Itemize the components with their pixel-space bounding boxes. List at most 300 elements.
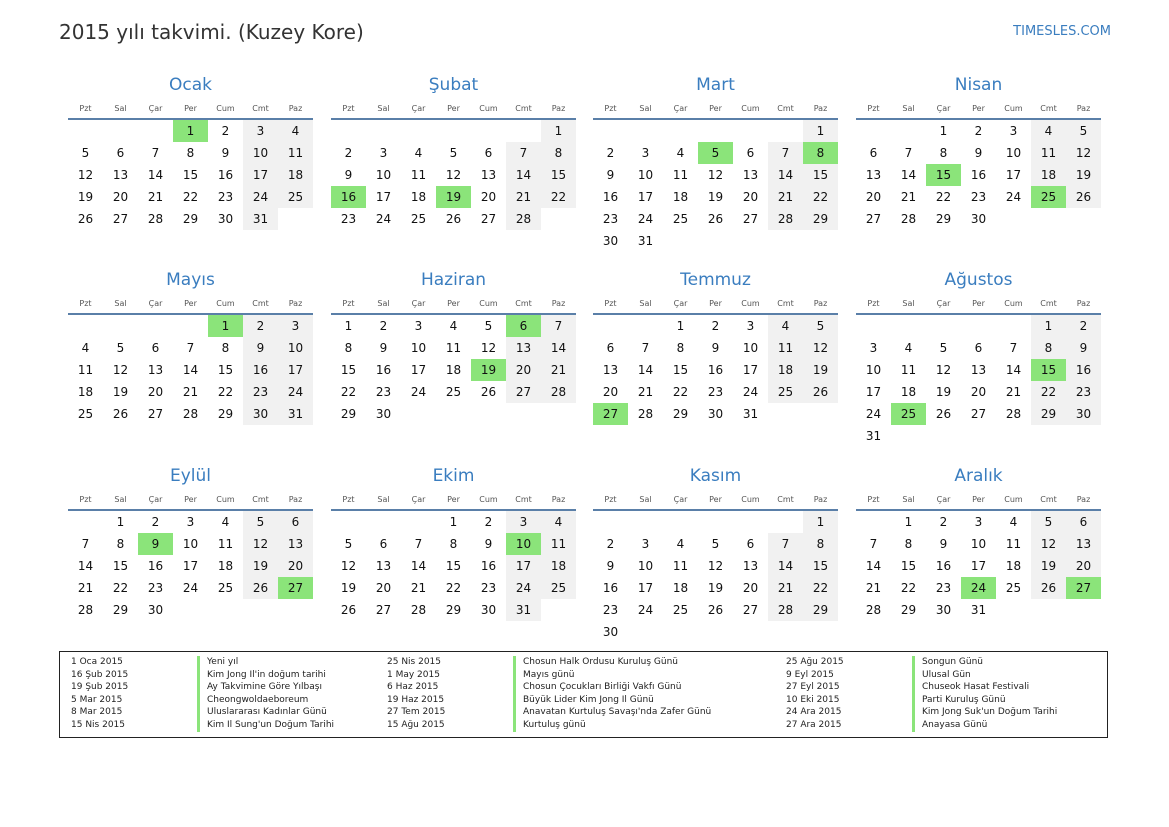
week-row (856, 599, 1101, 621)
weekday-label: Çar (936, 103, 951, 113)
empty-cell (471, 120, 506, 142)
day-cell: 15 (112, 559, 129, 573)
day-cell: 13 (1066, 533, 1101, 555)
day-cell: 21 (900, 190, 917, 204)
week-row (68, 359, 313, 381)
weekday-label: Sal (114, 103, 127, 113)
day-cell: 5 (243, 511, 278, 533)
week-row (331, 359, 576, 381)
day-cell: 14 (637, 363, 654, 377)
day-cell: 7 (414, 537, 423, 551)
day-cell: 27 (506, 381, 541, 403)
day-cell: 28 (900, 212, 917, 226)
day-cell: 16 (147, 559, 164, 573)
weekday-label: Cmt (777, 103, 794, 113)
day-cell: 14 (77, 559, 94, 573)
empty-cell (733, 230, 768, 252)
weekday-header (593, 489, 838, 511)
month-name: Eylül (169, 466, 212, 486)
day-cell: 11 (77, 363, 94, 377)
day-cell: 20 (742, 581, 759, 595)
weekday-header (331, 98, 576, 120)
holiday-date: 1 May 2015 (387, 669, 440, 680)
empty-cell (698, 511, 733, 533)
day-cell: 12 (1066, 142, 1101, 164)
weekday-label: Sal (377, 103, 390, 113)
day-cell: 6 (116, 146, 125, 160)
holiday-legend (59, 651, 1108, 738)
day-cell: 21 (541, 359, 576, 381)
holiday-date: 15 Ağu 2015 (387, 719, 445, 730)
weekday-label: Cmt (515, 103, 532, 113)
day-cell: 10 (865, 363, 882, 377)
day-cell: 23 (602, 603, 619, 617)
day-cell: 26 (77, 212, 94, 226)
day-cell: 12 (935, 363, 952, 377)
week-row (593, 555, 838, 577)
week-row (856, 533, 1101, 555)
weekday-label: Paz (551, 103, 566, 113)
day-cell: 24 (243, 186, 278, 208)
month-calendar (68, 74, 313, 230)
day-cell: 18 (278, 164, 313, 186)
day-cell: 1 (939, 124, 948, 138)
empty-cell (331, 511, 366, 533)
empty-cell (803, 230, 838, 252)
day-cell: 2 (344, 146, 353, 160)
day-cell: 3 (641, 146, 650, 160)
day-cell: 3 (379, 146, 388, 160)
day-cell: 17 (278, 359, 313, 381)
holiday-day-cell: 27 (1066, 577, 1101, 599)
day-cell: 9 (711, 341, 720, 355)
day-cell: 6 (974, 341, 983, 355)
empty-cell (891, 425, 926, 447)
weekday-label: Cmt (515, 298, 532, 308)
day-cell: 29 (803, 599, 838, 621)
empty-cell (1031, 425, 1066, 447)
weekday-label: Paz (551, 494, 566, 504)
empty-cell (278, 599, 313, 621)
day-cell: 30 (480, 603, 497, 617)
empty-cell (856, 315, 891, 337)
weekday-label: Cum (479, 103, 498, 113)
day-cell: 31 (742, 407, 759, 421)
day-cell: 7 (869, 537, 878, 551)
holiday-date: 16 Şub 2015 (71, 669, 129, 680)
day-cell: 11 (1005, 537, 1022, 551)
day-cell: 8 (904, 537, 913, 551)
month-name: Ocak (169, 75, 212, 95)
day-cell: 26 (1031, 577, 1066, 599)
day-cell: 6 (606, 341, 615, 355)
day-cell: 3 (243, 120, 278, 142)
empty-cell (768, 511, 803, 533)
weekday-label: Pzt (867, 494, 880, 504)
day-cell: 19 (77, 190, 94, 204)
week-row (68, 577, 313, 599)
empty-cell (471, 403, 506, 425)
weekday-label: Pzt (867, 103, 880, 113)
holiday-day-cell: 16 (331, 186, 366, 208)
day-cell: 3 (869, 341, 878, 355)
day-cell: 2 (939, 515, 948, 529)
day-cell: 23 (970, 190, 987, 204)
weekday-label: Pzt (79, 103, 92, 113)
day-cell: 27 (742, 212, 759, 226)
week-row (856, 425, 1101, 447)
day-cell: 22 (541, 186, 576, 208)
day-cell: 4 (676, 146, 685, 160)
day-cell: 9 (484, 537, 493, 551)
empty-cell (68, 511, 103, 533)
day-cell: 15 (803, 164, 838, 186)
day-cell: 5 (81, 146, 90, 160)
day-cell: 20 (865, 190, 882, 204)
week-row (331, 142, 576, 164)
holiday-day-cell: 19 (471, 359, 506, 381)
day-cell: 1 (676, 319, 685, 333)
week-row (593, 186, 838, 208)
weekday-label: Çar (148, 494, 163, 504)
day-cell: 6 (869, 146, 878, 160)
empty-cell (208, 599, 243, 621)
day-cell: 26 (445, 212, 462, 226)
day-cell: 7 (151, 146, 160, 160)
empty-cell (401, 403, 436, 425)
day-cell: 2 (484, 515, 493, 529)
day-cell: 15 (900, 559, 917, 573)
day-cell: 30 (602, 625, 619, 639)
day-cell: 9 (379, 341, 388, 355)
day-cell: 9 (344, 168, 353, 182)
empty-cell (401, 120, 436, 142)
day-cell: 19 (340, 581, 357, 595)
holiday-date: 10 Eki 2015 (786, 694, 840, 705)
weekday-label: Sal (377, 494, 390, 504)
weekday-label: Sal (639, 298, 652, 308)
holiday-date: 8 Mar 2015 (71, 707, 123, 718)
week-row (331, 164, 576, 186)
empty-cell (68, 120, 103, 142)
weekday-label: Sal (639, 494, 652, 504)
month-name: Haziran (420, 270, 487, 290)
day-cell: 10 (1005, 146, 1022, 160)
week-row (856, 208, 1101, 230)
day-cell: 25 (672, 603, 689, 617)
weekday-label: Cmt (252, 298, 269, 308)
day-cell: 22 (935, 190, 952, 204)
day-cell: 12 (112, 363, 129, 377)
day-cell: 22 (217, 385, 234, 399)
day-cell: 19 (707, 190, 724, 204)
week-row (68, 337, 313, 359)
empty-cell (436, 120, 471, 142)
weekday-label: Çar (936, 298, 951, 308)
day-cell: 21 (77, 581, 94, 595)
day-cell: 9 (606, 168, 615, 182)
weekday-label: Per (709, 298, 722, 308)
empty-cell (996, 315, 1031, 337)
day-cell: 19 (707, 581, 724, 595)
day-cell: 3 (278, 315, 313, 337)
day-cell: 16 (375, 363, 392, 377)
day-cell: 5 (449, 146, 458, 160)
holiday-day-cell: 15 (926, 164, 961, 186)
weekday-label: Cum (216, 103, 235, 113)
weekday-label: Pzt (79, 494, 92, 504)
empty-cell (103, 315, 138, 337)
day-cell: 4 (676, 537, 685, 551)
day-cell: 19 (803, 359, 838, 381)
month-name: Mart (696, 75, 735, 95)
empty-cell (961, 425, 996, 447)
empty-cell (628, 315, 663, 337)
day-cell: 21 (410, 581, 427, 595)
holiday-day-cell: 8 (803, 142, 838, 164)
weekday-label: Pzt (604, 103, 617, 113)
holiday-date: 27 Tem 2015 (387, 707, 446, 718)
day-cell: 11 (900, 363, 917, 377)
day-cell: 18 (672, 581, 689, 595)
day-cell: 10 (182, 537, 199, 551)
day-cell: 29 (803, 208, 838, 230)
month-name: Ekim (432, 466, 475, 486)
day-cell: 3 (506, 511, 541, 533)
day-cell: 31 (970, 603, 987, 617)
day-cell: 2 (606, 537, 615, 551)
weekday-label: Cmt (777, 298, 794, 308)
empty-cell (663, 621, 698, 643)
weekday-label: Çar (148, 298, 163, 308)
day-cell: 25 (768, 381, 803, 403)
week-row (331, 120, 576, 142)
day-cell: 16 (935, 559, 952, 573)
week-row (856, 164, 1101, 186)
weekday-label: Sal (114, 298, 127, 308)
day-cell: 30 (375, 407, 392, 421)
empty-cell (768, 621, 803, 643)
day-cell: 11 (1031, 142, 1066, 164)
day-cell: 12 (1031, 533, 1066, 555)
day-cell: 17 (375, 190, 392, 204)
day-cell: 5 (1066, 120, 1101, 142)
day-cell: 22 (112, 581, 129, 595)
week-row (593, 511, 838, 533)
empty-cell (541, 599, 576, 621)
weekday-header (68, 293, 313, 315)
week-row (331, 511, 576, 533)
holiday-date: 19 Haz 2015 (387, 694, 445, 705)
weekday-label: Çar (148, 103, 163, 113)
day-cell: 14 (541, 337, 576, 359)
day-cell: 21 (865, 581, 882, 595)
day-cell: 25 (410, 212, 427, 226)
day-cell: 26 (803, 381, 838, 403)
empty-cell (1066, 425, 1101, 447)
holiday-name: Songun Günü (912, 656, 983, 669)
day-cell: 18 (900, 385, 917, 399)
day-cell: 17 (865, 385, 882, 399)
day-cell: 23 (480, 581, 497, 595)
weekday-label: Cum (1004, 298, 1023, 308)
day-cell: 2 (151, 515, 160, 529)
day-cell: 22 (900, 581, 917, 595)
day-cell: 27 (480, 212, 497, 226)
week-row (68, 533, 313, 555)
day-cell: 13 (742, 168, 759, 182)
month-calendar (331, 269, 576, 425)
weekday-label: Çar (673, 298, 688, 308)
day-cell: 5 (116, 341, 125, 355)
day-cell: 18 (410, 190, 427, 204)
weekday-header (856, 293, 1101, 315)
holiday-name: Mayıs günü (513, 669, 574, 682)
day-cell: 14 (900, 168, 917, 182)
day-cell: 13 (742, 559, 759, 573)
day-cell: 29 (900, 603, 917, 617)
day-cell: 7 (186, 341, 195, 355)
day-cell: 5 (711, 537, 720, 551)
empty-cell (278, 208, 313, 230)
day-cell: 27 (865, 212, 882, 226)
weekday-header (593, 293, 838, 315)
weekday-header (331, 489, 576, 511)
day-cell: 24 (375, 212, 392, 226)
weekday-label: Pzt (79, 298, 92, 308)
day-cell: 9 (939, 537, 948, 551)
month-calendar (331, 465, 576, 621)
day-cell: 19 (112, 385, 129, 399)
week-row (331, 577, 576, 599)
day-cell: 12 (77, 168, 94, 182)
week-row (331, 337, 576, 359)
weekday-label: Pzt (342, 494, 355, 504)
day-cell: 24 (1005, 190, 1022, 204)
month-calendar (331, 74, 576, 230)
weekday-label: Cmt (777, 494, 794, 504)
day-cell: 1 (803, 120, 838, 142)
weekday-label: Cum (216, 298, 235, 308)
holiday-date: 19 Şub 2015 (71, 682, 129, 693)
day-cell: 2 (221, 124, 230, 138)
day-cell: 3 (641, 537, 650, 551)
day-cell: 16 (243, 359, 278, 381)
day-cell: 20 (375, 581, 392, 595)
day-cell: 8 (116, 537, 125, 551)
week-row (68, 381, 313, 403)
day-cell: 24 (742, 385, 759, 399)
week-row (856, 186, 1101, 208)
day-cell: 4 (414, 146, 423, 160)
brand-link[interactable]: TIMESLES.COM (1013, 24, 1111, 39)
weekday-header (68, 489, 313, 511)
holiday-date: 9 Eyl 2015 (786, 669, 834, 680)
day-cell: 29 (112, 603, 129, 617)
empty-cell (733, 511, 768, 533)
weekday-label: Per (972, 298, 985, 308)
day-cell: 28 (182, 407, 199, 421)
week-row (68, 164, 313, 186)
month-name: Mayıs (166, 270, 215, 290)
day-cell: 4 (221, 515, 230, 529)
day-cell: 14 (147, 168, 164, 182)
weekday-label: Paz (813, 298, 828, 308)
month-calendar (68, 465, 313, 621)
empty-cell (331, 120, 366, 142)
holiday-date: 6 Haz 2015 (387, 682, 439, 693)
day-cell: 21 (768, 577, 803, 599)
holiday-name: Chosun Halk Ordusu Kuruluş Günü (513, 656, 678, 669)
weekday-label: Per (972, 494, 985, 504)
holiday-date: 25 Nis 2015 (387, 657, 441, 667)
weekday-label: Pzt (342, 103, 355, 113)
day-cell: 15 (672, 363, 689, 377)
day-cell: 22 (1031, 381, 1066, 403)
weekday-label: Sal (902, 494, 915, 504)
holiday-name: Kim Il Sung'un Doğum Tarihi (197, 719, 334, 732)
day-cell: 17 (1005, 168, 1022, 182)
day-cell: 8 (1031, 337, 1066, 359)
day-cell: 3 (186, 515, 195, 529)
weekday-label: Sal (639, 103, 652, 113)
day-cell: 29 (340, 407, 357, 421)
week-row (593, 381, 838, 403)
day-cell: 17 (410, 363, 427, 377)
week-row (331, 381, 576, 403)
day-cell: 13 (375, 559, 392, 573)
week-row (593, 208, 838, 230)
day-cell: 13 (970, 363, 987, 377)
day-cell: 18 (445, 363, 462, 377)
empty-cell (733, 120, 768, 142)
weekday-label: Cum (741, 494, 760, 504)
week-row (68, 208, 313, 230)
day-cell: 8 (186, 146, 195, 160)
day-cell: 24 (278, 381, 313, 403)
day-cell: 31 (865, 429, 882, 443)
day-cell: 7 (506, 142, 541, 164)
week-row (68, 142, 313, 164)
day-cell: 6 (379, 537, 388, 551)
week-row (856, 120, 1101, 142)
day-cell: 6 (746, 537, 755, 551)
holiday-day-cell: 6 (506, 315, 541, 337)
day-cell: 21 (768, 186, 803, 208)
day-cell: 6 (746, 146, 755, 160)
empty-cell (436, 403, 471, 425)
month-name: Şubat (428, 75, 479, 95)
weekday-label: Cum (741, 298, 760, 308)
weekday-label: Cmt (515, 494, 532, 504)
weekday-label: Paz (1076, 298, 1091, 308)
week-row (68, 315, 313, 337)
day-cell: 30 (147, 603, 164, 617)
empty-cell (593, 315, 628, 337)
empty-cell (698, 120, 733, 142)
day-cell: 24 (506, 577, 541, 599)
day-cell: 8 (449, 537, 458, 551)
day-cell: 28 (768, 599, 803, 621)
day-cell: 28 (637, 407, 654, 421)
holiday-name: Kurtuluş günü (513, 719, 586, 732)
week-row (593, 337, 838, 359)
day-cell: 28 (77, 603, 94, 617)
day-cell: 19 (935, 385, 952, 399)
weekday-header (856, 489, 1101, 511)
holiday-name: Ulusal Gün (912, 669, 971, 682)
holiday-day-cell: 27 (593, 403, 628, 425)
